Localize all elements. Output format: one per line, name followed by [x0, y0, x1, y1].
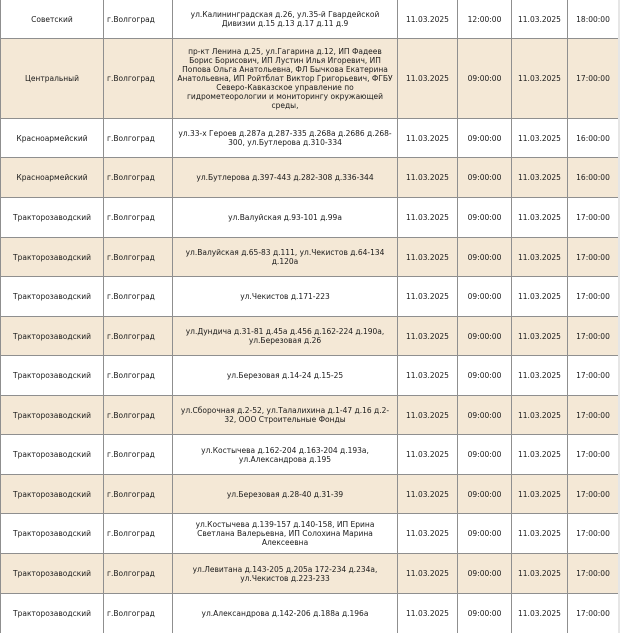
end-time-cell: 17:00:00 — [568, 475, 619, 514]
start-date-cell: 11.03.2025 — [398, 39, 458, 119]
end-date-cell: 11.03.2025 — [512, 39, 568, 119]
start-time-cell: 09:00:00 — [458, 158, 512, 198]
start-date-cell: 11.03.2025 — [398, 119, 458, 158]
end-time-cell: 17:00:00 — [568, 317, 619, 356]
address-cell: ул.Александрова д.142-206 д.188а д.196а — [173, 594, 398, 633]
district-cell: Тракторозаводский — [1, 198, 104, 238]
district-cell: Тракторозаводский — [1, 554, 104, 594]
address-cell: ул.33-х Героев д.287а д.287-335 д.268а д.2686 д.268-300, ул.Бутлерова д.310-334 — [173, 119, 398, 158]
city-cell: г.Волгоград — [104, 514, 173, 554]
city-cell: г.Волгоград — [104, 435, 173, 475]
address-cell: ул.Валуйская д.65-83 д.111, ул.Чекистов д.64-134 д.120а — [173, 238, 398, 277]
table-row — [1, 39, 619, 119]
start-date-cell: 11.03.2025 — [398, 514, 458, 554]
start-time-cell: 09:00:00 — [458, 119, 512, 158]
end-date-cell: 11.03.2025 — [512, 238, 568, 277]
end-time-cell: 16:00:00 — [568, 119, 619, 158]
start-date-cell: 11.03.2025 — [398, 356, 458, 396]
district-cell: Тракторозаводский — [1, 238, 104, 277]
end-date-cell: 11.03.2025 — [512, 277, 568, 317]
start-date-cell: 11.03.2025 — [398, 554, 458, 594]
table-row — [1, 0, 619, 39]
end-time-cell: 17:00:00 — [568, 514, 619, 554]
city-cell: г.Волгоград — [104, 594, 173, 633]
start-time-cell: 09:00:00 — [458, 475, 512, 514]
start-date-cell: 11.03.2025 — [398, 475, 458, 514]
end-time-cell: 17:00:00 — [568, 238, 619, 277]
district-cell: Красноармейский — [1, 158, 104, 198]
city-cell: г.Волгоград — [104, 317, 173, 356]
city-cell: г.Волгоград — [104, 356, 173, 396]
table-row — [1, 317, 619, 356]
start-date-cell: 11.03.2025 — [398, 198, 458, 238]
end-date-cell: 11.03.2025 — [512, 475, 568, 514]
end-date-cell: 11.03.2025 — [512, 356, 568, 396]
address-cell: ул.Калининградская д.26, ул.35-й Гвардейской Дивизии д.15 д.13 д.17 д.11 д.9 — [173, 0, 398, 39]
end-date-cell: 11.03.2025 — [512, 198, 568, 238]
address-cell: ул.Валуйская д.93-101 д.99а — [173, 198, 398, 238]
end-date-cell: 11.03.2025 — [512, 435, 568, 475]
end-date-cell: 11.03.2025 — [512, 554, 568, 594]
end-time-cell: 17:00:00 — [568, 198, 619, 238]
address-cell: ул.Костычева д.162-204 д.163-204 д.193а, ул.Александрова д.195 — [173, 435, 398, 475]
end-time-cell: 17:00:00 — [568, 594, 619, 633]
address-cell: ул.Левитана д.143-205 д.205а 172-234 д.234а, ул.Чекистов д.223-233 — [173, 554, 398, 594]
start-date-cell: 11.03.2025 — [398, 0, 458, 39]
end-time-cell: 17:00:00 — [568, 356, 619, 396]
start-time-cell: 09:00:00 — [458, 435, 512, 475]
start-time-cell: 09:00:00 — [458, 396, 512, 435]
start-time-cell: 09:00:00 — [458, 317, 512, 356]
address-cell: пр-кт Ленина д.25, ул.Гагарина д.12, ИП Фадеев Борис Борисович, ИП Лустин Илья Игоревич, ИП Попова Ольга Анатольевна, ФЛ Бычкова Екатерина Анатольевна, ИП Ройтблат Виктор Григорьевич, ФГБУ Северо-Кавказское управление по гидрометеорологии и мониторингу окружающей среды, — [173, 39, 398, 119]
table-row — [1, 356, 619, 396]
table-row — [1, 435, 619, 475]
city-cell: г.Волгоград — [104, 198, 173, 238]
address-cell: ул.Березовая д.28-40 д.31-39 — [173, 475, 398, 514]
table-row — [1, 198, 619, 238]
start-time-cell: 09:00:00 — [458, 356, 512, 396]
end-date-cell: 11.03.2025 — [512, 0, 568, 39]
table-row — [1, 158, 619, 198]
end-date-cell: 11.03.2025 — [512, 514, 568, 554]
start-time-cell: 09:00:00 — [458, 238, 512, 277]
end-date-cell: 11.03.2025 — [512, 396, 568, 435]
city-cell: г.Волгоград — [104, 554, 173, 594]
address-cell: ул.Березовая д.14-24 д.15-25 — [173, 356, 398, 396]
district-cell: Тракторозаводский — [1, 594, 104, 633]
city-cell: г.Волгоград — [104, 0, 173, 39]
city-cell: г.Волгоград — [104, 119, 173, 158]
table-row — [1, 514, 619, 554]
start-time-cell: 09:00:00 — [458, 198, 512, 238]
address-cell: ул.Костычева д.139-157 д.140-158, ИП Ерина Светлана Валерьевна, ИП Солохина Марина Алексеевна — [173, 514, 398, 554]
start-time-cell: 09:00:00 — [458, 554, 512, 594]
table-row — [1, 475, 619, 514]
start-date-cell: 11.03.2025 — [398, 277, 458, 317]
end-date-cell: 11.03.2025 — [512, 317, 568, 356]
start-time-cell: 09:00:00 — [458, 514, 512, 554]
table-row — [1, 119, 619, 158]
end-date-cell: 11.03.2025 — [512, 158, 568, 198]
end-time-cell: 17:00:00 — [568, 277, 619, 317]
start-time-cell: 09:00:00 — [458, 39, 512, 119]
start-time-cell: 09:00:00 — [458, 594, 512, 633]
district-cell: Тракторозаводский — [1, 317, 104, 356]
start-date-cell: 11.03.2025 — [398, 435, 458, 475]
city-cell: г.Волгоград — [104, 39, 173, 119]
end-time-cell: 17:00:00 — [568, 39, 619, 119]
table-row — [1, 277, 619, 317]
end-time-cell: 16:00:00 — [568, 158, 619, 198]
end-time-cell: 17:00:00 — [568, 396, 619, 435]
end-time-cell: 17:00:00 — [568, 554, 619, 594]
district-cell: Центральный — [1, 39, 104, 119]
district-cell: Тракторозаводский — [1, 435, 104, 475]
end-date-cell: 11.03.2025 — [512, 594, 568, 633]
start-date-cell: 11.03.2025 — [398, 594, 458, 633]
table-body — [1, 0, 619, 633]
start-time-cell: 09:00:00 — [458, 277, 512, 317]
start-time-cell: 12:00:00 — [458, 0, 512, 39]
district-cell: Красноармейский — [1, 119, 104, 158]
table-row — [1, 554, 619, 594]
city-cell: г.Волгоград — [104, 475, 173, 514]
district-cell: Советский — [1, 0, 104, 39]
start-date-cell: 11.03.2025 — [398, 158, 458, 198]
end-date-cell: 11.03.2025 — [512, 119, 568, 158]
district-cell: Тракторозаводский — [1, 356, 104, 396]
address-cell: ул.Бутлерова д.397-443 д.282-308 д.336-344 — [173, 158, 398, 198]
district-cell: Тракторозаводский — [1, 475, 104, 514]
start-date-cell: 11.03.2025 — [398, 238, 458, 277]
table-row — [1, 238, 619, 277]
city-cell: г.Волгоград — [104, 158, 173, 198]
end-time-cell: 17:00:00 — [568, 435, 619, 475]
address-cell: ул.Сборочная д.2-52, ул.Талалихина д.1-47 д.16 д.2-32, ООО Строительные Фонды — [173, 396, 398, 435]
table-row — [1, 594, 619, 633]
city-cell: г.Волгоград — [104, 396, 173, 435]
city-cell: г.Волгоград — [104, 277, 173, 317]
start-date-cell: 11.03.2025 — [398, 396, 458, 435]
start-date-cell: 11.03.2025 — [398, 317, 458, 356]
table-row — [1, 396, 619, 435]
address-cell: ул.Чекистов д.171-223 — [173, 277, 398, 317]
district-cell: Тракторозаводский — [1, 514, 104, 554]
address-cell: ул.Дундича д.31-81 д.45а д.456 д.162-224 д.190а, ул.Березовая д.26 — [173, 317, 398, 356]
district-cell: Тракторозаводский — [1, 396, 104, 435]
city-cell: г.Волгоград — [104, 238, 173, 277]
district-cell: Тракторозаводский — [1, 277, 104, 317]
end-time-cell: 18:00:00 — [568, 0, 619, 39]
